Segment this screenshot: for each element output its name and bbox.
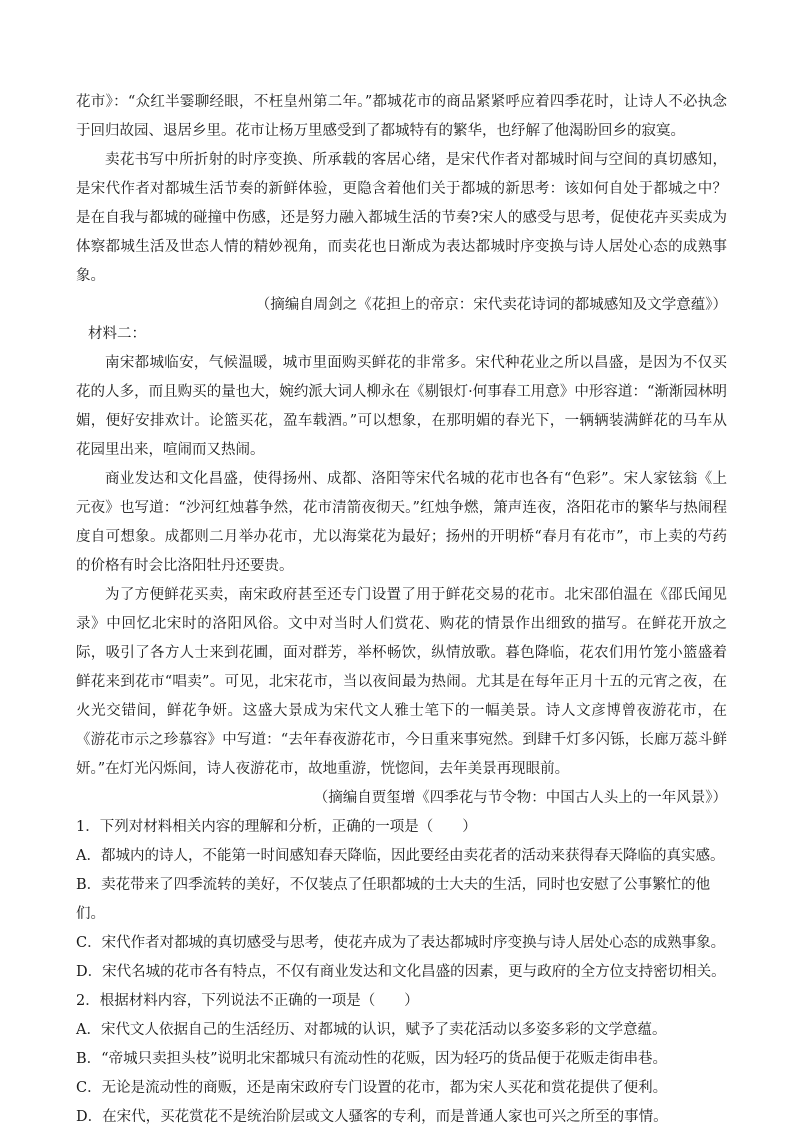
paragraph-body: 商业发达和文化昌盛，使得扬州、成都、洛阳等宋代名城的花市也各有“色彩”。宋人家铉翁《上元夜》也写道：“沙河红烛暮争然，花市清箭夜彻天。”红烛争燃，箫声连夜，洛阳花市的繁华与热闹程度自可想象。成都则二月举办花市，尤以海棠花为最好；扬州的开明桥“春月有花市”，市上卖的芍药的价格有时会比洛阳牡丹还要贵。	[76, 471, 727, 574]
source-citation: （摘编自周剑之《花担上的帝京：宋代卖花诗词的都城感知及文学意蕴》）	[255, 297, 727, 313]
option-a: A．宋代文人依据自己的生活经历、对都城的认识，赋予了卖花活动以多姿多彩的文学意蕴。	[76, 1022, 667, 1038]
option-b: B．卖花带来了四季流转的美好，不仅装点了任职都城的士大夫的生活，同时也安慰了公事繁忙的他们。	[76, 877, 711, 922]
option-d: D．在宋代，买花赏花不是统治阶层或文人骚客的专利，而是普通人家也可兴之所至的事情。	[76, 1109, 668, 1125]
question-1	[76, 813, 727, 987]
question-2	[76, 987, 727, 1132]
option-b: B．“帝城只卖担头枝”说明北宋都城只有流动性的花贩，因为轻巧的货品便于花贩走街串巷。	[76, 1051, 667, 1067]
option-c: C．宋代作者对都城的真切感受与思考，使花卉成为了表达都城时序变换与诗人居处心态的成熟事象。	[76, 935, 726, 951]
question-stem: 2．根据材料内容，下列说法不正确的一项是（ ）	[76, 993, 419, 1009]
option-a: A．都城内的诗人，不能第一时间感知春天降临，因此要经由卖花者的活动来获得春天降临的真实感。	[76, 848, 725, 864]
paragraph-body: 南宋都城临安，气候温暖，城市里面购买鲜花的非常多。宋代种花业之所以昌盛，是因为不仅买花的人多，而且购买的量也大，婉约派大词人柳永在《剔银灯·何事春工用意》中形容道：“渐渐园林明媚，便好安排欢计。论篮买花，盈车载酒。”可以想象，在那明媚的春光下，一辆辆装满鲜花的马车从花园里出来，喧闹而又热闹。	[76, 355, 727, 458]
material-label: 材料二：	[88, 326, 146, 342]
option-c: C．无论是流动性的商贩，还是南宋政府专门设置的花市，都为宋人买花和赏花提供了便利。	[76, 1080, 668, 1096]
paragraph-body: 为了方便鲜花买卖，南宋政府甚至还专门设置了用于鲜花交易的花市。北宋邵伯温在《邵氏闻见录》中回忆北宋时的洛阳风俗。文中对当时人们赏花、购花的情景作出细致的描写。在鲜花开放之际，吸引了各方人士来到花圃，面对群芳，举杯畅饮，纵情放歌。暮色降临，花农们用竹笼小篮盛着鲜花来到花市“唱卖”。可见，北宋花市，当以夜间最为热闹。尤其是在每年正月十五的元宵之夜，在火光交错间，鲜花争妍。这盛大景成为宋代文人雅士笔下的一幅美景。诗人文彦博曾夜游花市，在《游花市示之珍慕容》中写道：“去年春夜游花市，今日重来事宛然。到肆千灯多闪铄，长廊万蕊斗鲜妍。”在灯光闪烁间，诗人夜游花市，故地重游，恍惚间，去年美景再现眼前。	[76, 587, 727, 777]
paragraph-continued: 花市》：“众红半霎聊经眼，不枉皇州第二年。”都城花市的商品紧紧呼应着四季花时，让诗人不必执念于回归故园、退居乡里。花市让杨万里感受到了都城特有的繁华，也纾解了他渴盼回乡的寂寞。	[76, 94, 727, 139]
option-d: D．宋代名城的花市各有特点，不仅有商业发达和文化昌盛的因素，更与政府的全方位支持密切相关。	[76, 964, 726, 980]
document-page	[76, 88, 727, 1132]
question-stem: 1．下列对材料相关内容的理解和分析，正确的一项是（ ）	[76, 819, 477, 835]
paragraph-body: 卖花书写中所折射的时序变换、所承载的客居心绪，是宋代作者对都城时间与空间的真切感知，是宋代作者对都城生活节奏的新鲜体验，更隐含着他们关于都城的新思考：该如何自处于都城之中？是在自我与都城的碰撞中伤感，还是努力融入都城生活的节奏?宋人的感受与思考，促使花卉买卖成为体察都城生活及世态人情的精妙视角，而卖花也日渐成为表达都城时序变换与诗人居处心态的成熟事象。	[76, 152, 727, 284]
source-citation: （摘编自贾玺增《四季花与节令物：中国古人头上的一年风景》）	[313, 790, 727, 806]
